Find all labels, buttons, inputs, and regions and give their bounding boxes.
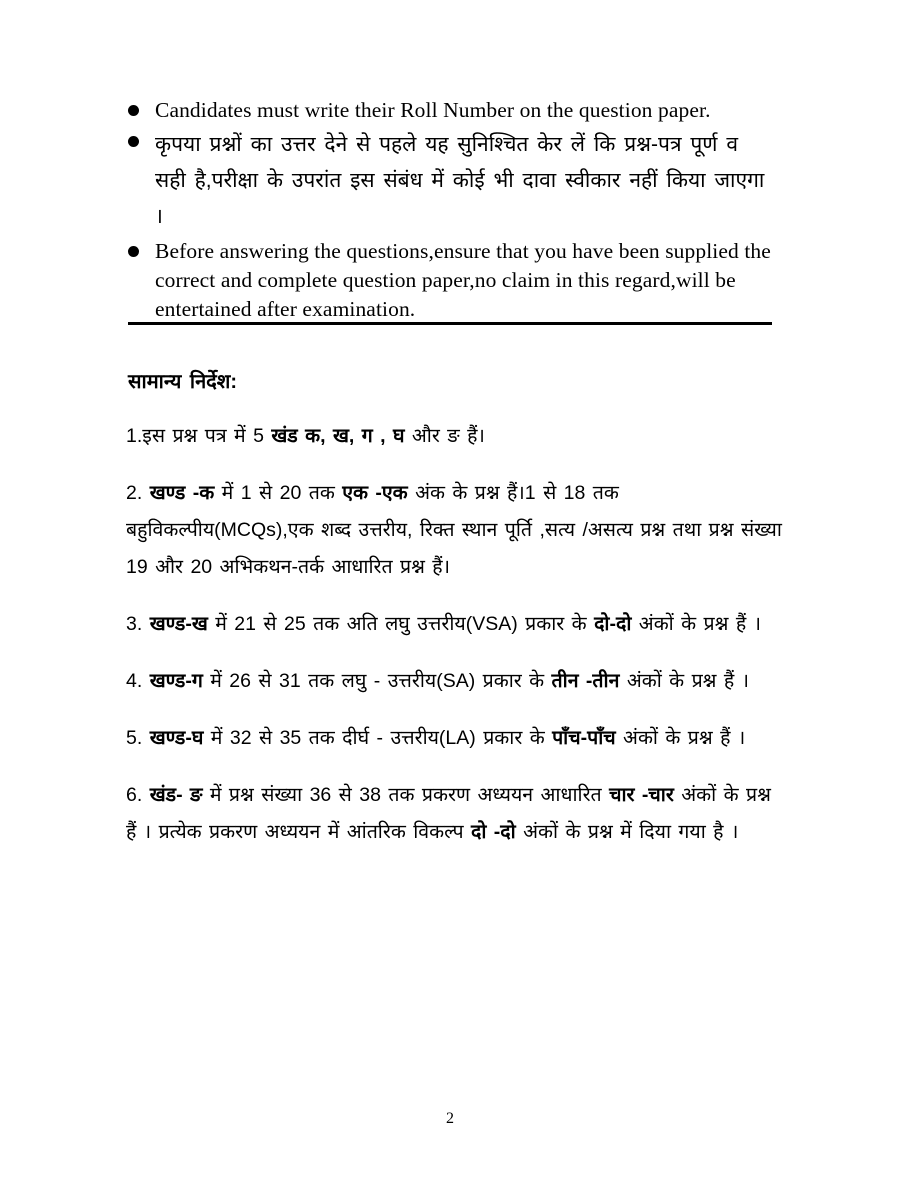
instruction-emphasis: खंड- ङ — [149, 784, 203, 806]
bullet-icon — [128, 246, 139, 257]
instruction-emphasis: खण्ड -क — [149, 482, 215, 504]
instruction-text: में 1 से 20 तक — [214, 482, 343, 504]
instruction-text: अंकों के प्रश्न हैं । प्रत्येक प्रकरण अध्ययन में आंतरिक विकल्प — [126, 784, 771, 843]
instruction-emphasis: दो -दो — [470, 821, 516, 843]
instruction-number: 6. — [126, 784, 143, 806]
bullet-icon — [128, 136, 139, 147]
notice-item — [128, 127, 776, 235]
instruction-text: अंक के प्रश्न हैं।1 से 18 तक बहुविकल्पीय(MCQs),एक शब्द उत्तरीय, रिक्त स्थान पूर्ति ,सत्य /असत्य प्रश्न तथा प्रश्न संख्या 19 और 20 अभिकथन-तर्क आधारित प्रश्न हैं। — [126, 482, 782, 578]
instruction-item — [126, 606, 786, 643]
instruction-number: 3. — [126, 613, 143, 635]
instruction-text: में 21 से 25 तक अति लघु उत्तरीय(VSA) प्रकार के — [207, 613, 595, 635]
instruction-text — [142, 482, 149, 504]
bullet-icon — [128, 105, 139, 116]
instruction-emphasis: दो-दो — [594, 613, 632, 635]
horizontal-rule-divider — [128, 322, 772, 325]
instruction-emphasis: खण्ड-ग — [149, 670, 203, 692]
general-instructions-list — [126, 418, 786, 871]
instruction-text: इस प्रश्न पत्र में 5 — [142, 425, 272, 447]
instruction-emphasis: खण्ड-घ — [149, 727, 204, 749]
notice-text: Candidates must write their Roll Number on the question paper. — [155, 98, 711, 122]
instruction-item — [126, 777, 786, 851]
instruction-item — [126, 475, 786, 586]
instruction-emphasis: पाँच-पाँच — [552, 727, 616, 749]
instruction-emphasis: एक -एक — [342, 482, 408, 504]
instruction-text: में 26 से 31 तक लघु - उत्तरीय(SA) प्रकार के — [202, 670, 552, 692]
notice-list — [128, 96, 776, 326]
notice-text: Before answering the questions,ensure that you have been supplied the correct and complete question paper,no claim in this regard,will be entertained after examination. — [155, 239, 771, 321]
page-number: 2 — [446, 1110, 454, 1127]
notice-item — [128, 96, 776, 125]
instruction-emphasis: खण्ड-ख — [149, 613, 208, 635]
instruction-text: अंकों के प्रश्न हैं । — [619, 670, 750, 692]
instruction-text: अंकों के प्रश्न हैं । — [615, 727, 746, 749]
notice-item — [128, 237, 776, 324]
instruction-text: अंकों के प्रश्न हैं । — [631, 613, 762, 635]
instruction-text — [142, 727, 149, 749]
instruction-item — [126, 720, 786, 757]
instruction-number: 5. — [126, 727, 143, 749]
notice-text: कृपया प्रश्नों का उत्तर देने से पहले यह सुनिश्चित केर लें कि प्रश्न-पत्र पूर्ण व सही है,परीक्षा के उपरांत इस संबंध में कोई भी दावा स्वीकार नहीं किया जाएगा । — [155, 133, 765, 228]
instruction-text: और ङ हैं। — [404, 425, 485, 447]
instruction-number: 2. — [126, 482, 143, 504]
instruction-text — [142, 613, 149, 635]
instruction-text: अंकों के प्रश्न में दिया गया है । — [515, 821, 739, 843]
instruction-emphasis: चार -चार — [609, 784, 674, 806]
instruction-emphasis: खंड क, ख, ग , घ — [271, 425, 405, 447]
instruction-item — [126, 418, 786, 455]
general-instructions-heading: सामान्य निर्देश: — [128, 371, 238, 393]
instruction-number: 1. — [126, 425, 143, 447]
instruction-text — [142, 670, 149, 692]
instruction-text: में 32 से 35 तक दीर्घ - उत्तरीय(LA) प्रकार के — [203, 727, 553, 749]
instruction-text: में प्रश्न संख्या 36 से 38 तक प्रकरण अध्ययन आधारित — [202, 784, 610, 806]
instruction-text — [142, 784, 149, 806]
instruction-emphasis: तीन -तीन — [551, 670, 620, 692]
instruction-item — [126, 663, 786, 700]
instruction-number: 4. — [126, 670, 143, 692]
